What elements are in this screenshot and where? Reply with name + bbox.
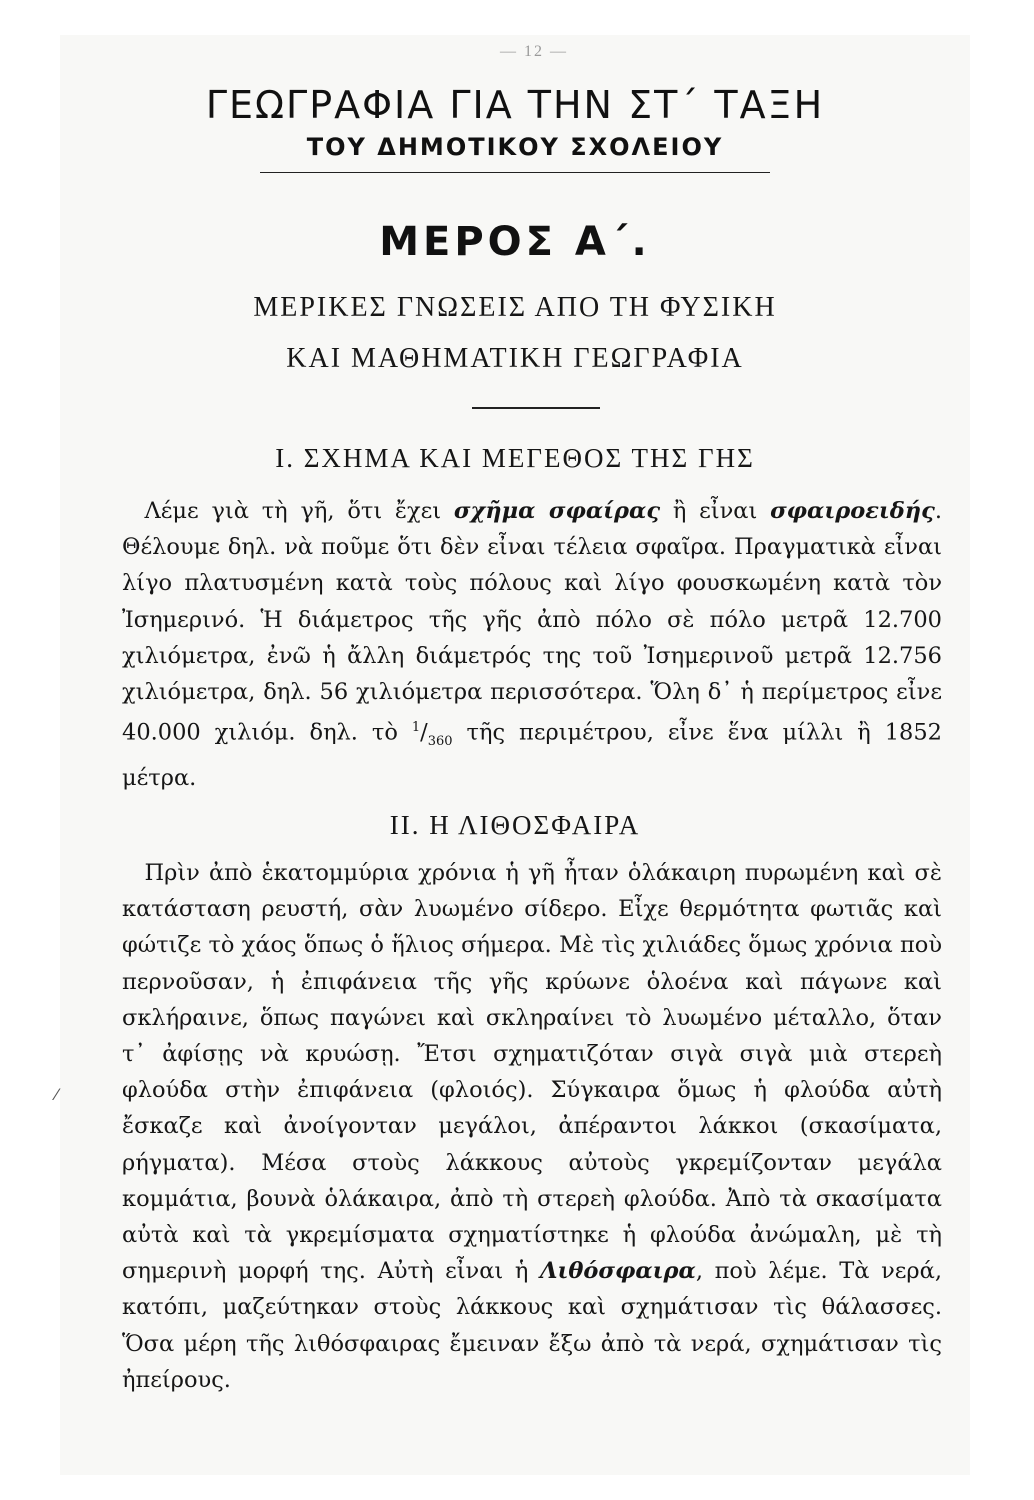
section1-title: Ι. ΣΧΗΜΑ ΚΑΙ ΜΕΓΕΘΟΣ ΤΗΣ ΓΗΣ [275,443,755,473]
section1-text-a: Λέμε γιὰ τὴ γῆ, ὅτι ἔχει [144,498,454,524]
section2-emphasis-lithosphere: Λιθόσφαιρα [540,1258,696,1285]
part-title: ΜΕΡΟΣ Α΄. [379,219,651,265]
margin-pencil-mark: ⁄ [55,1085,58,1104]
section1-text-c: . Θέλουμε δηλ. νὰ ποῦμε ὅτι δὲν εἶναι τέλεια σφαῖρα. Πραγματικὰ εἶναι λίγο πλατυσμένη κατὰ τοὺς πόλους καὶ λίγο φουσκωμένη κατὰ τὸν Ἰσημερινό. Ἡ διάμετρος τῆς γῆς ἀπὸ πόλο σὲ πόλο μετρᾶ 12.700 χιλιόμετρα, ἐνῶ ἡ ἄλλη διάμετρός της τοῦ Ἰσημερινοῦ μετρᾶ 12.756 χιλιόμετρα, δηλ. 56 χιλιόμετρα περισσότερα. Ὅλη δ᾿ ἡ περίμετρος εἶνε 40.000 χιλιόμ. δηλ. τὸ [122,498,942,746]
section2-paragraph [122,855,942,1398]
book-subtitle: ΤΟΥ ΔΗΜΟΤΙΚΟΥ ΣΧΟΛΕΙΟΥ [306,133,724,161]
page-number: — 12 — [500,43,568,60]
section1-text-b: ἢ εἶναι [660,498,771,524]
section1-emphasis-shape: σχῆμα σφαίρας [453,498,661,524]
scanned-page [55,35,970,1475]
section2-text-b: , ποὺ λέμε. Τὰ νερά, κατόπι, μαζεύτηκαν στοὺς λάκκους καὶ σχημάτισαν τὶς θάλασσες. Ὅσα μέρη τῆς λιθόσφαιρας ἔμειναν ἔξω ἀπὸ τὰ νερά, σχημάτισαν τὶς ἠπείρους. [122,1258,943,1393]
book-title: ΓΕΩΓΡΑΦΙΑ ΓΙΑ ΤΗΝ ΣΤ΄ ΤΑΞΗ [205,83,825,127]
section1-paragraph: Λέμε γιὰ τὴ γῆ, ὅτι ἔχει σχῆμα σφαίρας ἢ εἶναι σφαιροειδής. Θέλουμε δηλ. νὰ ποῦμε ὅτι δὲν εἶναι τέλεια σφαῖρα. Πραγματικὰ εἶναι λίγο πλατυσμένη κατὰ τοὺς πόλους καὶ λίγο φουσκωμένη κατὰ τὸν Ἰσημερινό. Ἡ διάμετρος τῆς γῆς ἀπὸ πόλο σὲ πόλο μετρᾶ 12.700 χιλιόμετρα, ἐνῶ ἡ ἄλλη διάμετρός της τοῦ Ἰσημερινοῦ μετρᾶ 12.756 χιλιόμετρα, δηλ. 56 χιλιόμετρα περισσότερα. Ὅλη δ᾿ ἡ περίμετρος εἶνε 40.000 χιλιόμ. δηλ. τὸ $^1/_{360}$ τῆς περιμέτρου, εἶνε ἕνα μίλλι ἢ 1852 μέτρα. [122,498,942,792]
title-divider [260,172,770,173]
heading-divider [472,407,600,409]
fraction-denominator: 360 [427,734,453,750]
section1-text-d: τῆς περιμέτρου, εἶνε ἕνα μίλλι ἢ 1852 μέτρα. [122,719,942,792]
section1-emphasis-spheroid: σφαιροειδής [770,498,935,524]
section2-title: ΙΙ. Η ΛΙΘΟΣΦΑΙΡΑ [389,810,641,840]
part-heading-line2: ΚΑΙ ΜΑΘΗΜΑΤΙΚΗ ΓΕΩΓΡΑΦΙΑ [286,343,744,374]
fraction-numerator: 1 [411,720,421,736]
section2-text-a: Πρὶν ἀπὸ ἑκατομμύρια χρόνια ἡ γῆ ἦταν ὁλάκαιρη πυρωμένη καὶ σὲ κατάσταση ρευστή, σὰν λυωμένο σίδερο. Εἶχε θερμότητα φωτιᾶς καὶ φώτιζε τὸ χάος ὅπως ὁ ἥλιος σήμερα. Μὲ τὶς χιλιάδες ὅμως χρόνια ποὺ περνοῦσαν, ἡ ἐπιφάνεια τῆς γῆς κρύωνε ὁλοένα καὶ πάγωνε καὶ σκλήραινε, ὅπως παγώνει καὶ σκληραίνει τὸ λυωμένο μέταλλο, ὅταν τ᾿ ἀφίσῃς νὰ κρυώσῃ. Ἔτσι σχηματιζόταν σιγὰ σιγὰ μιὰ στερεὴ φλούδα στὴν ἐπιφάνεια (φλοιός). Σύγκαιρα ὅμως ἡ φλούδα αὐτὴ ἔσκαζε καὶ ἀνοίγονταν μεγάλοι, ἀπέραντοι λάκκοι (σκασίματα, ρήγματα). Μέσα στοὺς λάκκους αὐτοὺς γκρεμίζονταν μεγάλα κομμάτια, βουνὰ ὁλάκαιρα, ἀπὸ τὴ στερεὴ φλούδα. Ἀπὸ τὰ σκασίματα αὐτὰ καὶ τὰ γκρεμίσματα σχηματίστηκε ἡ φλούδα ἀνώμαλη, μὲ τὴ σημερινὴ μορφή της. Αὐτὴ εἶναι ἡ [122,860,942,1285]
part-heading-line1: ΜΕΡΙΚΕΣ ΓΝΩΣΕΙΣ ΑΠΟ ΤΗ ΦΥΣΙΚΗ [253,292,777,323]
